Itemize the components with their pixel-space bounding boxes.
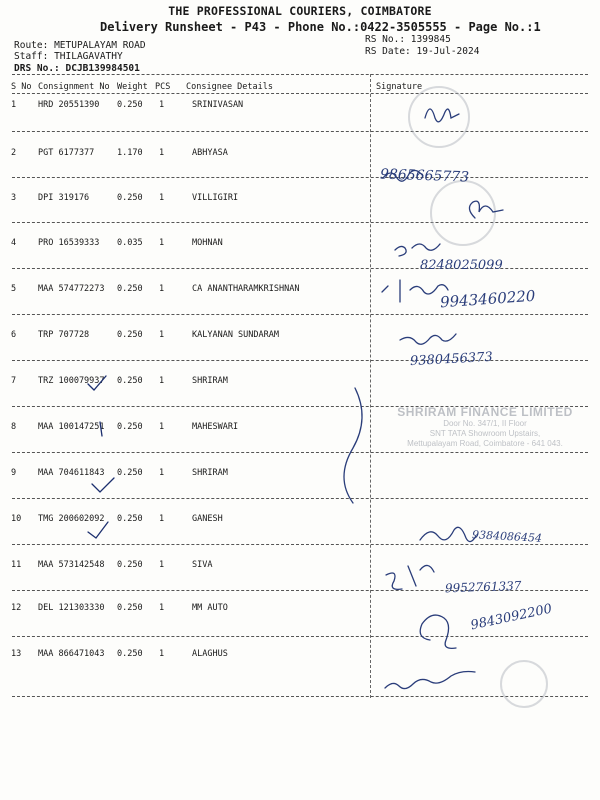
col-consignment: Consignment No (38, 82, 110, 92)
handwritten-phone-row11: 9952761337 (444, 578, 522, 596)
row-pcs: 1 (159, 100, 165, 110)
row-consignment: TRZ 100079937 (38, 376, 105, 386)
tick-mark (88, 522, 108, 538)
row-sno: 8 (11, 422, 17, 432)
row-consignee: VILLIGIRI (192, 193, 239, 203)
row-consignment: MAA 574772273 (38, 284, 105, 294)
stamp-name: SHRIRAM FINANCE LIMITED (397, 405, 573, 419)
handwritten-phone-row6: 9380456373 (409, 349, 494, 370)
row-pcs: 1 (159, 514, 165, 524)
drs-label: DRS No.: (14, 63, 60, 74)
row-sno: 3 (11, 193, 17, 203)
row-pcs: 1 (159, 330, 165, 340)
handwritten-phone-row5: 9943460220 (439, 286, 536, 312)
row-consignment: MAA 573142548 (38, 560, 105, 570)
runsheet-subtitle: Delivery Runsheet - P43 - Phone No.:0422-3505555 - Page No.:1 (100, 20, 541, 34)
row-weight: 0.250 (117, 603, 143, 613)
row-sno: 9 (11, 468, 17, 478)
row-pcs: 1 (159, 193, 165, 203)
col-sno: S No (11, 82, 32, 92)
staff-label: Staff: (14, 51, 49, 62)
row-consignment: DPI 319176 (38, 193, 90, 203)
row-pcs: 1 (159, 376, 165, 386)
signature-scribble (469, 201, 503, 218)
row-pcs: 1 (159, 560, 165, 570)
col-consignee: Consignee Details (186, 82, 273, 92)
row-consignment: MAA 866471043 (38, 649, 105, 659)
rs-no-label: RS No.: (365, 34, 406, 45)
tick-mark (100, 422, 102, 436)
row-consignee: SIVA (192, 560, 213, 570)
signature-scribble (386, 565, 434, 589)
row-pcs: 1 (159, 238, 165, 248)
row-pcs: 1 (159, 284, 165, 294)
row-consignee: SHRIRAM (192, 468, 228, 478)
row-sno: 6 (11, 330, 17, 340)
row-sno: 4 (11, 238, 17, 248)
row-consignment: MAA 704611843 (38, 468, 105, 478)
row-consignee: MAHESWARI (192, 422, 239, 432)
row-consignee: ABHYASA (192, 148, 228, 158)
col-weight: Weight (117, 82, 148, 92)
row-weight: 0.250 (117, 422, 143, 432)
stamp-line3: Mettupalayam Road, Coimbatore - 641 043. (407, 439, 563, 448)
row-sno: 11 (11, 560, 22, 570)
row-sno: 13 (11, 649, 22, 659)
row-weight: 0.035 (117, 238, 143, 248)
row-consignee: MOHNAN (192, 238, 223, 248)
row-sno: 2 (11, 148, 17, 158)
row-sno: 10 (11, 514, 22, 524)
col-signature: Signature (376, 82, 423, 92)
row-consignment: PRO 16539333 (38, 238, 100, 248)
row-weight: 0.250 (117, 330, 143, 340)
tick-mark (92, 478, 114, 492)
row-sno: 1 (11, 100, 17, 110)
row-pcs: 1 (159, 649, 165, 659)
row-weight: 0.250 (117, 284, 143, 294)
row-consignee: GANESH (192, 514, 223, 524)
row-consignee: SRINIVASAN (192, 100, 244, 110)
signature-scribble (385, 672, 475, 689)
row-consignment: HRD 20551390 (38, 100, 100, 110)
row-sno: 5 (11, 284, 17, 294)
company-title: THE PROFESSIONAL COURIERS, COIMBATORE (168, 4, 432, 18)
stamp-line1: Door No. 347/1, II Floor (443, 419, 527, 428)
row-weight: 0.250 (117, 376, 143, 386)
row-weight: 0.250 (117, 560, 143, 570)
signature-scribble (395, 244, 440, 256)
row-consignment: MAA 100147251 (38, 422, 105, 432)
signature-scribble (400, 334, 456, 344)
rs-date-value: 19-Jul-2024 (416, 46, 480, 57)
row-pcs: 1 (159, 422, 165, 432)
row-weight: 0.250 (117, 100, 143, 110)
col-pcs: PCS (155, 82, 171, 92)
row-consignee: ALAGHUS (192, 649, 228, 659)
drs-value: DCJB139984501 (65, 63, 140, 74)
row-weight: 0.250 (117, 193, 143, 203)
signature-scribble (420, 615, 456, 648)
row-sno: 7 (11, 376, 17, 386)
route-label: Route: (14, 40, 49, 51)
stamp-line2: SNT TATA Showroom Upstairs, (429, 429, 541, 438)
staff-value: THILAGAVATHY (54, 51, 123, 62)
route-value: METUPALAYAM ROAD (54, 40, 146, 51)
row-consignment: PGT 6177377 (38, 148, 95, 158)
rs-date-label: RS Date: (365, 46, 411, 57)
tick-mark (88, 376, 106, 390)
row-weight: 1.170 (117, 148, 143, 158)
row-weight: 0.250 (117, 468, 143, 478)
row-consignee: SHRIRAM (192, 376, 228, 386)
row-consignment: TRP 707728 (38, 330, 90, 340)
row-consignment: DEL 121303330 (38, 603, 105, 613)
row-sno: 12 (11, 603, 22, 613)
signature-scribble (425, 109, 459, 122)
signature-scribble (420, 527, 476, 541)
row-pcs: 1 (159, 603, 165, 613)
row-weight: 0.250 (117, 514, 143, 524)
handwritten-phone-row12: 9843092200 (469, 601, 554, 634)
handwritten-phone-row10: 9384086454 (471, 528, 543, 545)
row-weight: 0.250 (117, 649, 143, 659)
row-consignee: CA ANANTHARAMKRISHNAN (192, 284, 300, 294)
handwritten-phone-row2: 9865665773 (379, 166, 470, 186)
row-pcs: 1 (159, 148, 165, 158)
row-consignee: MM AUTO (192, 603, 228, 613)
row-consignment: TMG 200602092 (38, 514, 105, 524)
signature-scribble (344, 388, 362, 503)
handwritten-phone-row4: 8248025099 (420, 258, 503, 273)
rs-no-value: 1399845 (410, 34, 451, 45)
signature-scribble (382, 280, 448, 302)
row-pcs: 1 (159, 468, 165, 478)
row-consignee: KALYANAN SUNDARAM (192, 330, 279, 340)
